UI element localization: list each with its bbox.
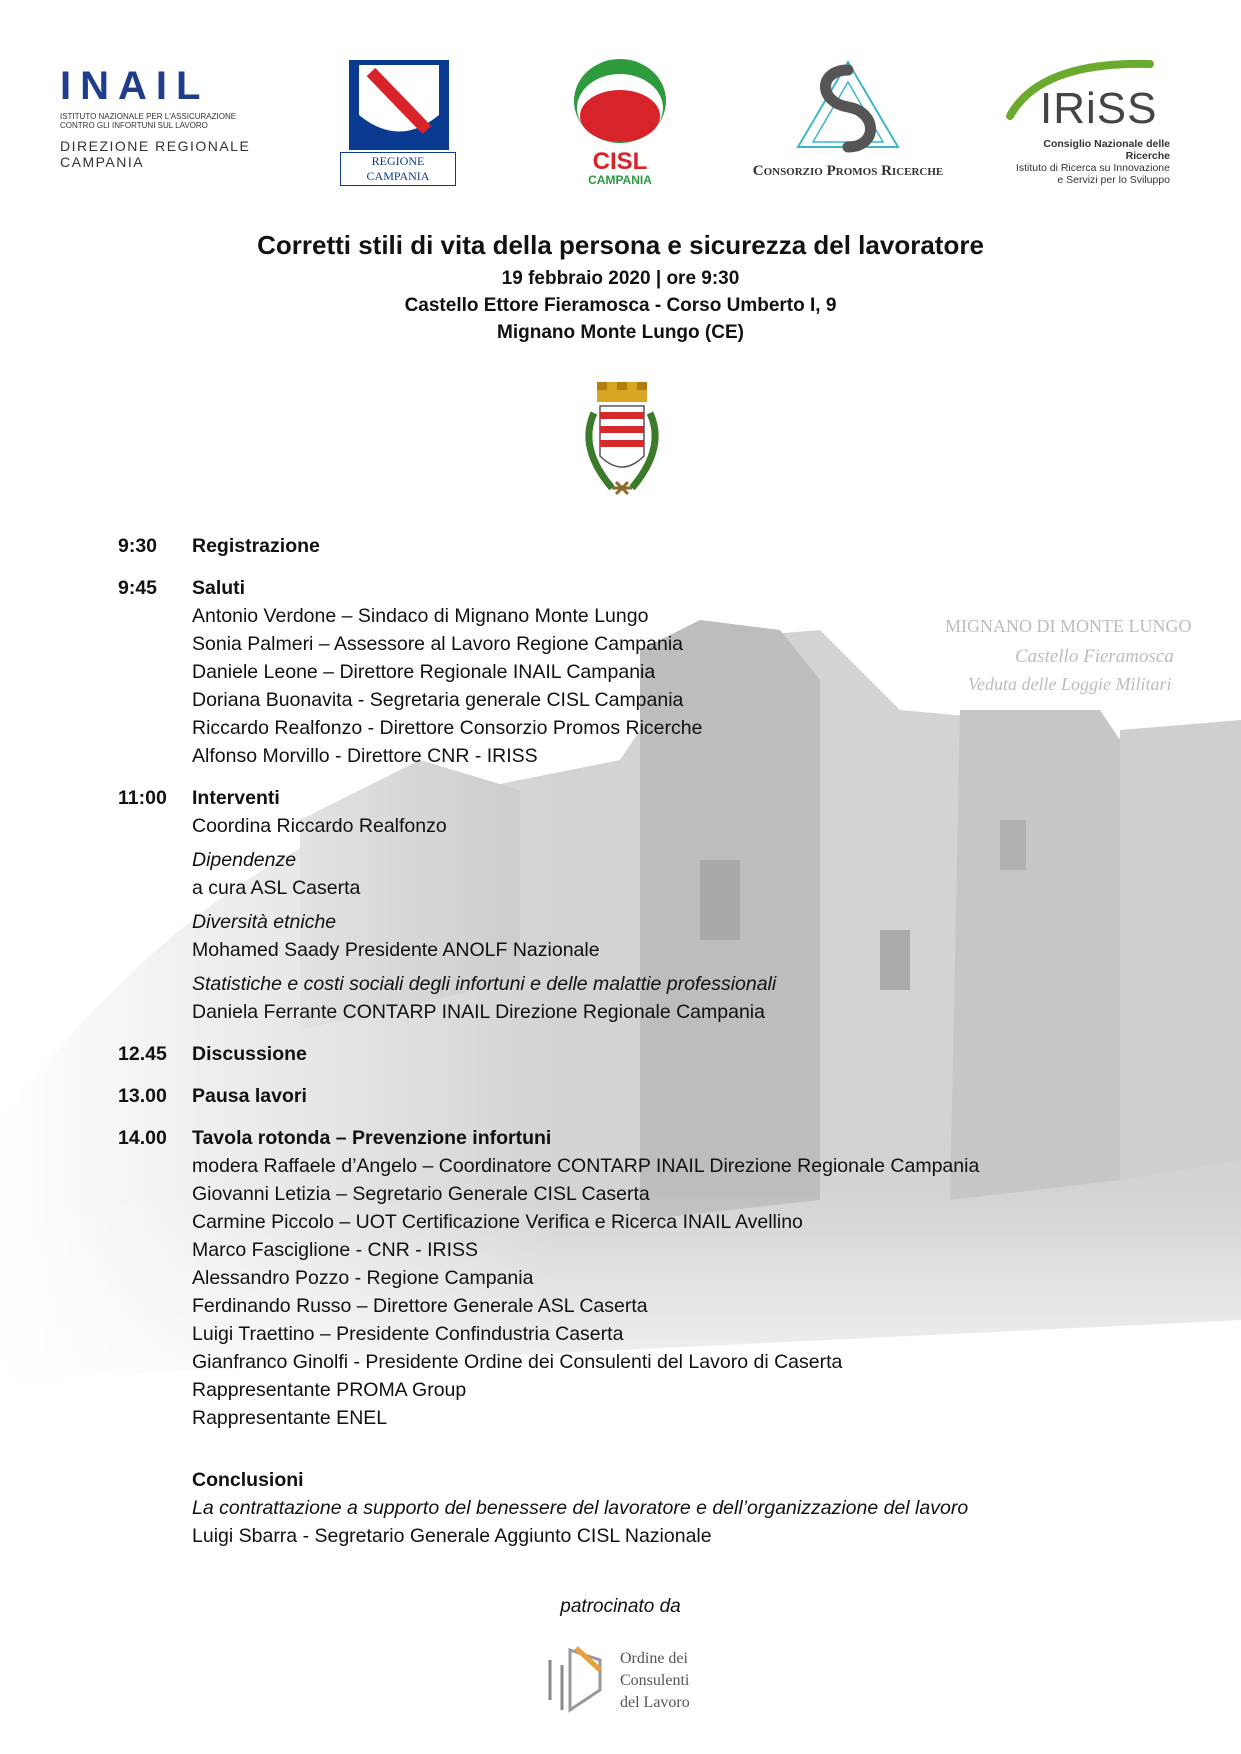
agenda-speaker: modera Raffaele d’Angelo – Coordinatore CONTARP INAIL Direzione Regionale Campania [192, 1155, 980, 1177]
cisl-name: CISL [592, 148, 648, 175]
agenda-speaker: Daniela Ferrante CONTARP INAIL Direzione Regionale Campania [192, 1001, 765, 1023]
agenda-block [118, 784, 1118, 1026]
agenda-time: 12.45 [118, 1043, 167, 1065]
agenda-speaker: Daniele Leone – Direttore Regionale INAIL Campania [192, 661, 656, 683]
agenda-time: 11:00 [118, 787, 167, 809]
agenda-block [118, 1466, 1118, 1550]
agenda-block [118, 532, 1118, 560]
sponsor-logos-row [0, 48, 1241, 198]
agenda-speaker: Doriana Buonavita - Segretaria generale CISL Campania [192, 689, 684, 711]
agenda-speaker: Riccardo Realfonzo - Direttore Consorzio Promos Ricerche [192, 717, 703, 739]
agenda-session-title: Discussione [192, 1043, 307, 1065]
bg-caption-1: MIGNANO DI MONTE LUNGO [945, 616, 1192, 636]
agenda-session-title: Saluti [192, 577, 246, 599]
inail-direction-1: DIREZIONE REGIONALE [60, 138, 251, 154]
agenda-topic: Dipendenze [192, 849, 297, 871]
agenda-session-title: Registrazione [192, 535, 320, 557]
promos-ricerche-logo [728, 52, 968, 192]
agenda-speaker: Luigi Sbarra - Segretario Generale Aggiunto CISL Nazionale [192, 1525, 712, 1547]
inail-wordmark: INAIL [60, 64, 210, 108]
iriss-name: IRiSS [1040, 84, 1158, 133]
promos-label: Consorzio Promos Ricerche [752, 163, 944, 179]
agenda-speaker: Alfonso Morvillo - Direttore CNR - IRISS [192, 745, 538, 767]
agenda-session-title: Pausa lavori [192, 1085, 307, 1107]
agenda-speaker: Rappresentante PROMA Group [192, 1379, 467, 1401]
event-city: Mignano Monte Lungo (CE) [497, 322, 744, 343]
agenda-speaker: Mohamed Saady Presidente ANOLF Nazionale [192, 939, 600, 961]
municipal-crest-icon [572, 378, 672, 508]
cisl-campania-logo [570, 56, 670, 186]
agenda-speaker: Giovanni Letizia – Segretario Generale CISL Caserta [192, 1183, 650, 1205]
agenda-session-title: Conclusioni [192, 1469, 304, 1491]
agenda-speaker: Luigi Traettino – Presidente Confindustria Caserta [192, 1323, 624, 1345]
agenda-speaker: Marco Fasciglione - CNR - IRISS [192, 1239, 479, 1261]
event-header [0, 230, 1241, 346]
agenda-topic: La contrattazione a supporto del benessere del lavoratore e dell’organizzazione del lavoro [192, 1497, 969, 1519]
ordine-consulenti-line-3: del Lavoro [620, 1694, 690, 1711]
agenda-speaker: Carmine Piccolo – UOT Certificazione Verifica e Ricerca INAIL Avellino [192, 1211, 803, 1233]
agenda-speaker: Ferdinando Russo – Direttore Generale ASL Caserta [192, 1295, 648, 1317]
agenda-speaker: Sonia Palmeri – Assessore al Lavoro Regione Campania [192, 633, 684, 655]
agenda-topic: Diversità etniche [192, 911, 337, 933]
agenda-time: 13.00 [118, 1085, 167, 1107]
cisl-emblem [572, 56, 668, 146]
regione-campania-logo [340, 60, 458, 183]
inail-subtitle-1: ISTITUTO NAZIONALE PER L'ASSICURAZIONE [60, 112, 237, 121]
agenda-speaker: Antonio Verdone – Sindaco di Mignano Monte Lungo [192, 605, 649, 627]
regione-campania-emblem [349, 60, 449, 150]
patron-label: patrocinato da [560, 1596, 681, 1617]
event-title: Corretti stili di vita della persona e sicurezza del lavoratore [257, 230, 984, 260]
agenda-speaker: Rappresentante ENEL [192, 1407, 388, 1429]
iriss-line-1: Consiglio Nazionale delle Ricerche [1043, 138, 1170, 162]
ordine-consulenti-line-2: Consulenti [620, 1672, 690, 1689]
regione-campania-label: REGIONE CAMPANIA [340, 152, 456, 186]
agenda-block [118, 574, 1118, 770]
agenda-speaker: Coordina Riccardo Realfonzo [192, 815, 447, 837]
agenda-block [118, 1040, 1118, 1068]
iriss-logo [1000, 56, 1170, 186]
event-venue: Castello Ettore Fieramosca - Corso Umberto I, 9 [404, 295, 837, 316]
agenda-session-title: Tavola rotonda – Prevenzione infortuni [192, 1127, 552, 1149]
agenda-time: 9:45 [118, 577, 158, 599]
ordine-consulenti-emblem [540, 1640, 610, 1720]
inail-direction-2: CAMPANIA [60, 154, 145, 170]
bg-caption-2: Castello Fieramosca [1015, 646, 1174, 667]
agenda-time: 14.00 [118, 1127, 167, 1149]
inail-logo [60, 66, 280, 186]
iriss-line-2: Istituto di Ricerca su Innovazione [1015, 162, 1170, 174]
iriss-line-3: e Servizi per lo Sviluppo [1057, 174, 1170, 186]
agenda-session-title: Interventi [192, 787, 280, 809]
promos-emblem [788, 52, 908, 162]
agenda-speaker: Alessandro Pozzo - Regione Campania [192, 1267, 534, 1289]
agenda-speaker: Gianfranco Ginolfi - Presidente Ordine dei Consulenti del Lavoro di Caserta [192, 1351, 843, 1373]
agenda-block [118, 1124, 1118, 1432]
agenda-topic: Statistiche e costi sociali degli infortuni e delle malattie professionali [192, 973, 777, 995]
ordine-consulenti-logo [540, 1640, 720, 1720]
event-date: 19 febbraio 2020 | ore 9:30 [501, 268, 740, 289]
inail-subtitle-2: CONTRO GLI INFORTUNI SUL LAVORO [60, 121, 208, 130]
bg-caption-3: Veduta delle Loggie Militari [968, 674, 1172, 694]
agenda-time: 9:30 [118, 535, 158, 557]
agenda-speaker: a cura ASL Caserta [192, 877, 361, 899]
agenda-block [118, 1082, 1118, 1110]
agenda [118, 532, 1118, 1564]
ordine-consulenti-line-1: Ordine dei [620, 1650, 688, 1667]
cisl-region: CAMPANIA [588, 173, 652, 187]
